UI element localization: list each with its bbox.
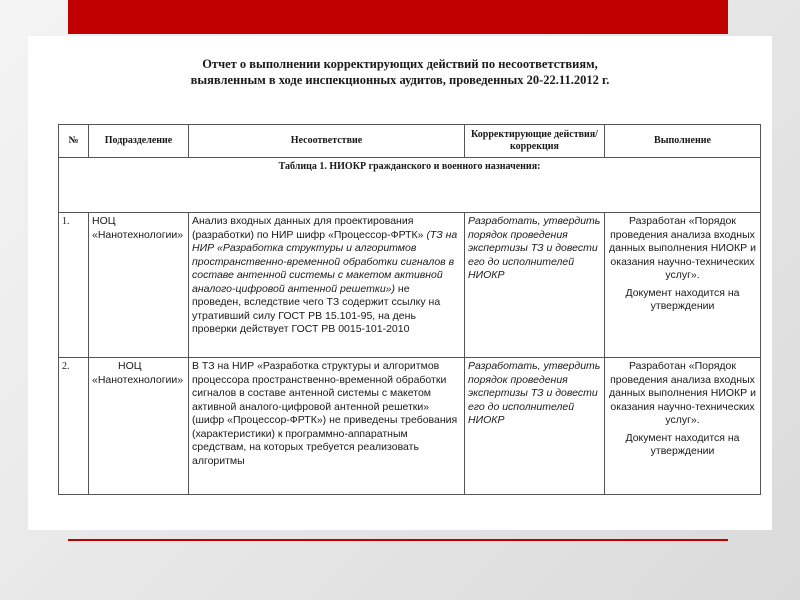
row-execution-status: Документ находится на утверждении (625, 431, 740, 457)
header-num: № (59, 125, 89, 158)
report-table (58, 124, 761, 495)
row-corrective-action: Разработать, утвердить порядок проведения экспертизы ТЗ и довести его до исполнителей НИОКР (465, 213, 605, 358)
row-nonconformity-text: Анализ входных данных для проектирования (разработки) по НИР шифр «Процессор-ФРТК» (192, 215, 427, 241)
header-dept: Подразделение (89, 125, 189, 158)
row-number: 1. (59, 213, 89, 358)
row-department: НОЦ «Нанотехнологии» (89, 213, 189, 358)
row-nonconformity-italic: (ТЗ на НИР «Разработка структуры и алгоритмов пространственно-временной обработки сигналов в составе антенной системы с макетом активной аналого-цифровой антенной решетки») (192, 228, 458, 295)
row-execution-text: Разработан «Порядок проведения анализа входных данных выполнения НИОКР и оказания научно-технических услуг». (609, 360, 756, 426)
row-execution-text: Разработан «Порядок проведения анализа входных данных выполнения НИОКР и оказания научно-технических услуг». (609, 215, 756, 281)
table-row (59, 358, 761, 495)
row-nonconformity: В ТЗ на НИР «Разработка структуры и алгоритмов процессора пространственно-временной обработки сигналов в составе антенной системы с макетом активной аналого-цифровой антенной решетки» (шифр «Процессор-ФРТК») не приведены требования (характеристики) к программно-аппаратным средствам, на которых требуется реализовать алгоритмы (189, 358, 465, 495)
row-nonconformity (189, 213, 465, 358)
header-issue: Несоответствие (189, 125, 465, 158)
row-department-line-1: НОЦ (118, 360, 142, 372)
report-title (28, 56, 772, 88)
table-caption: Таблица 1. НИОКР гражданского и военного назначения: (59, 158, 761, 213)
report-title-line-2: выявленным в ходе инспекционных аудитов, проведенных 20-22.11.2012 г. (190, 73, 610, 87)
row-department-line-2: «Нанотехнологии» (92, 373, 184, 386)
header-action: Корректирующие действия/коррекция (465, 125, 605, 158)
row-execution-status: Документ находится на утверждении (625, 286, 740, 312)
row-number: 2. (59, 358, 89, 495)
row-corrective-action: Разработать, утвердить порядок проведения экспертизы ТЗ и довести его до исполнителей НИОКР (465, 358, 605, 495)
top-accent-bar (68, 0, 728, 34)
table-header-row (59, 125, 761, 158)
row-execution (605, 213, 761, 358)
report-title-line-1: Отчет о выполнении корректирующих действий по несоответствиям, (202, 57, 598, 71)
table-row (59, 213, 761, 358)
row-nonconformity-text-end: не проведен, вследствие чего ТЗ содержит ссылку на утративший силу ГОСТ РВ 15.101-95, на день проверки действует ГОСТ РВ 0015-101-2010 (192, 282, 441, 335)
header-result: Выполнение (605, 125, 761, 158)
table-caption-row (59, 158, 761, 213)
document-page (28, 36, 772, 530)
row-department (89, 358, 189, 495)
bottom-accent-line (68, 539, 728, 541)
row-execution (605, 358, 761, 495)
